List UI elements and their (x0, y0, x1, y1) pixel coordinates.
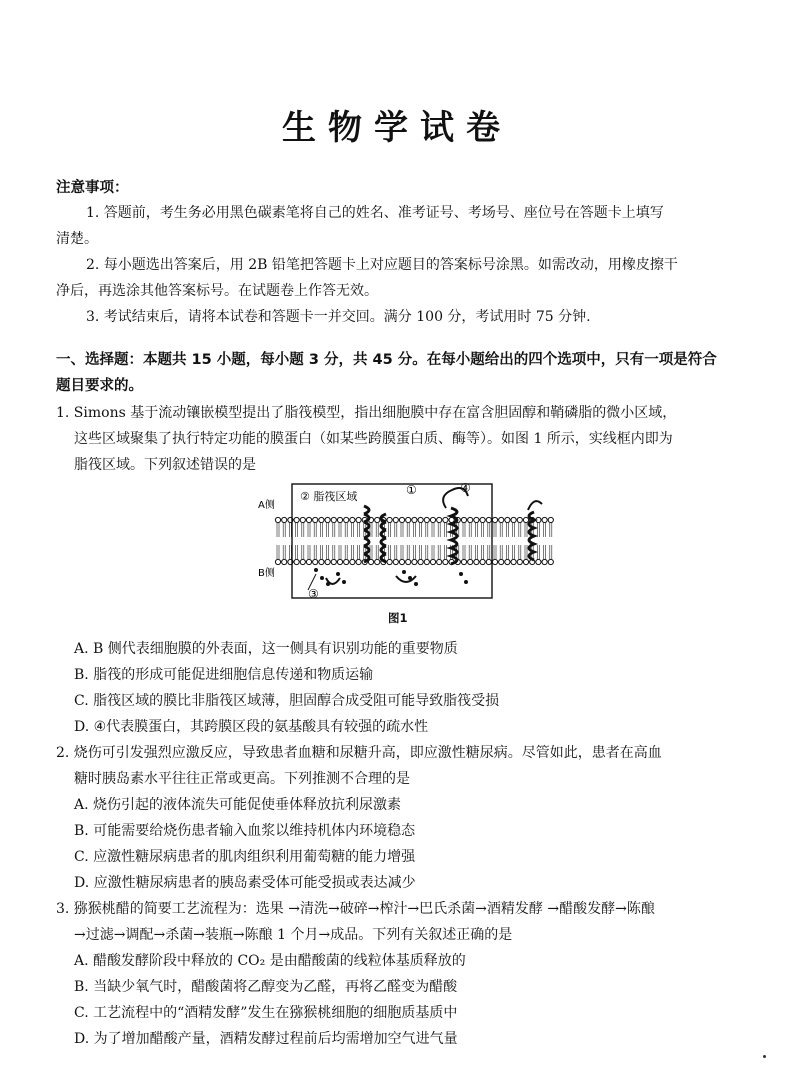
lipid-tail (494, 523, 496, 559)
lipid-tail (333, 523, 335, 559)
lipid-head (406, 517, 411, 522)
lipid-head (511, 559, 516, 564)
lipid-head (480, 517, 485, 522)
question-3-stem: →过滤→调配→杀菌→装瓶→陈酿 1 个月→成品。下列有关叙述正确的是 (74, 927, 513, 943)
lipid-head (406, 559, 411, 564)
glycan-chains (314, 568, 468, 586)
lipid-head (344, 559, 349, 564)
lipid-head (443, 517, 448, 522)
lipid-tail (395, 523, 397, 559)
section-heading-line: 题目要求的。 (56, 378, 143, 394)
option-c: C. 应激性糖尿病患者的肌肉组织利用葡萄糖的能力增强 (74, 849, 416, 865)
lipid-head (275, 559, 280, 564)
lipid-head (430, 517, 435, 522)
lipid-tail (302, 523, 304, 559)
lipid-tail (550, 523, 552, 559)
lipid-head (300, 517, 305, 522)
membrane-raft-figure (256, 478, 556, 628)
lipid-head (461, 517, 466, 522)
lipid-tail (506, 523, 508, 559)
lipid-head (511, 517, 516, 522)
option-d: D. 为了增加醋酸产量，酒精发酵过程前后均需增加空气进气量 (74, 1031, 458, 1047)
option-c: C. 脂筏区域的膜比非脂筏区域薄，胆固醇合成受阻可能导致脂筏受损 (74, 693, 500, 709)
lipid-tail (327, 523, 329, 559)
lipid-head (412, 559, 417, 564)
question-2-stem: 糖时胰岛素水平往往正常或更高。下列推测不合理的是 (74, 771, 410, 787)
lipid-head (319, 559, 324, 564)
lipid-head (393, 559, 398, 564)
lipid-tail (438, 523, 440, 559)
lipid-head (282, 517, 287, 522)
lipid-head (375, 517, 380, 522)
question-1-stem: 这些区域聚集了执行特定功能的膜蛋白（如某些跨膜蛋白质、酶等）。如图 1 所示，实线框内即为 (74, 431, 673, 447)
lipid-head (393, 517, 398, 522)
lipid-head (474, 559, 479, 564)
lipid-head (505, 517, 510, 522)
lipid-head (331, 559, 336, 564)
lipid-head (480, 559, 485, 564)
lipid-head (412, 517, 417, 522)
option-b: B. 当缺少氧气时，醋酸菌将乙醇变为乙醛，再将乙醛变为醋酸 (74, 979, 458, 995)
lipid-head (418, 517, 423, 522)
lipid-head (430, 559, 435, 564)
lipid-head (294, 559, 299, 564)
lipid-head (474, 517, 479, 522)
lipid-tail (525, 523, 527, 559)
lipid-head (548, 517, 553, 522)
lipid-head (523, 517, 528, 522)
lipid-head (542, 559, 547, 564)
lipid-tail (401, 523, 403, 559)
transmembrane-protein (443, 488, 468, 564)
lipid-head (499, 559, 504, 564)
lipid-head (375, 559, 380, 564)
lipid-head (306, 559, 311, 564)
lipid-tails (277, 523, 552, 559)
lipid-tail (432, 523, 434, 559)
lipid-tail (407, 523, 409, 559)
lipid-head (468, 517, 473, 522)
notice-line: 净后，再选涂其他答案标号。在试题卷上作答无效。 (56, 283, 378, 299)
lipid-tail (420, 523, 422, 559)
lipid-head (486, 559, 491, 564)
lipid-tail (537, 523, 539, 559)
lipid-head (300, 559, 305, 564)
lipid-tail (513, 523, 515, 559)
lipid-head (350, 517, 355, 522)
lipid-tail (463, 523, 465, 559)
lipid-head (517, 517, 522, 522)
lipid-tail (376, 523, 378, 559)
lipid-head (331, 517, 336, 522)
lipid-head (505, 559, 510, 564)
lipid-head (399, 517, 404, 522)
lipid-tail (519, 523, 521, 559)
lipid-head (536, 559, 541, 564)
membrane-diagram (256, 478, 556, 628)
lipid-tail (339, 523, 341, 559)
question-1-stem: 1. Simons 基于流动镶嵌模型提出了脂筏模型，指出细胞膜中存在富含胆固醇和鞘磷脂的微小区域， (56, 405, 677, 421)
lipid-head (486, 517, 491, 522)
option-d: D. ④代表膜蛋白，其跨膜区段的氨基酸具有较强的疏水性 (74, 719, 429, 735)
lipid-tail (488, 523, 490, 559)
lipid-head (313, 559, 318, 564)
question-2-stem: 2. 烧伤可引发强烈应激反应，导致患者血糖和尿糖升高，即应激性糖尿病。尽管如此，患者在高血 (56, 745, 662, 761)
lipid-head (492, 559, 497, 564)
lipid-tail (314, 523, 316, 559)
lipid-tail (444, 523, 446, 559)
section-heading-line: 一、选择题：本题共 15 小题，每小题 3 分，共 45 分。在每小题给出的四个选项中，只有一项是符合 (56, 352, 717, 368)
lipid-head (424, 517, 429, 522)
lipid-head (344, 517, 349, 522)
question-1-stem: 脂筏区域。下列叙述错误的是 (74, 457, 256, 473)
lipid-head (350, 559, 355, 564)
lipid-head (356, 517, 361, 522)
lipid-tail (426, 523, 428, 559)
lipid-head (468, 559, 473, 564)
option-b: B. 脂筏的形成可能促进细胞信息传递和物质运输 (74, 667, 374, 683)
lipid-tail (358, 523, 360, 559)
lipid-heads-bottom (275, 559, 553, 564)
lipid-head (325, 559, 330, 564)
lipid-head (387, 559, 392, 564)
option-a: A. 醋酸发酵阶段中释放的 CO₂ 是由醋酸菌的线粒体基质释放的 (74, 953, 466, 969)
lipid-head (517, 559, 522, 564)
question-3-stem: 3. 猕猴桃醋的简要工艺流程为：选果 →清洗→破碎→榨汁→巴氏杀菌→酒精发酵 →醋酸发酵→陈酿 (56, 901, 655, 917)
transmembrane-protein (528, 501, 542, 560)
lipid-tail (544, 523, 546, 559)
lipid-tail (482, 523, 484, 559)
lipid-tail (289, 523, 291, 559)
lipid-tail (475, 523, 477, 559)
lipid-head (399, 559, 404, 564)
lipid-head (325, 517, 330, 522)
lipid-head (492, 517, 497, 522)
lipid-head (461, 559, 466, 564)
lipid-head (437, 517, 442, 522)
lipid-tail (345, 523, 347, 559)
option-a: A. B 侧代表细胞膜的外表面，这一侧具有识别功能的重要物质 (74, 641, 458, 657)
side-a-label: A侧 (258, 500, 275, 511)
notice-line: 1. 答题前，考生务必用黑色碳素笔将自己的姓名、准考证号、考场号、座位号在答题卡上填写 (86, 205, 664, 221)
option-b: B. 可能需要给烧伤患者输入血浆以维持机体内环境稳态 (74, 823, 416, 839)
section-heading (56, 347, 746, 399)
lipid-tail (283, 523, 285, 559)
transmembrane-protein (364, 506, 386, 562)
lipid-tail (277, 523, 279, 559)
lipid-tail (308, 523, 310, 559)
lipid-head (275, 517, 280, 522)
lipid-head (294, 517, 299, 522)
scan-speck (763, 1055, 766, 1058)
figure-caption: 图1 (388, 611, 408, 625)
lipid-head (548, 559, 553, 564)
lipid-head (282, 559, 287, 564)
lipid-head (337, 517, 342, 522)
option-a: A. 烧伤引起的液体流失可能促使垂体释放抗利尿激素 (74, 797, 402, 813)
lipid-head (319, 517, 324, 522)
lipid-head (418, 559, 423, 564)
lipid-head (424, 559, 429, 564)
lipid-head (387, 517, 392, 522)
page-title: 生物学试卷 (282, 108, 512, 148)
raft-region-label: ② 脂筏区域 (300, 490, 358, 503)
label-4: ④ (460, 481, 471, 495)
notice-line: 3. 考试结束后，请将本试卷和答题卡一并交回。满分 100 分，考试用时 75 分钟. (86, 309, 591, 325)
side-b-label: B侧 (258, 568, 275, 579)
option-c: C. 工艺流程中的“酒精发酵”发生在猕猴桃细胞的细胞质基质中 (74, 1005, 458, 1021)
notice-line: 2. 每小题选出答案后，用 2B 铅笔把答题卡上对应题目的答案标号涂黑。如需改动，用橡皮擦干 (86, 257, 678, 273)
label-3: ③ (308, 587, 319, 601)
lipid-head (523, 559, 528, 564)
lipid-heads-top (275, 517, 553, 522)
lipid-head (306, 517, 311, 522)
label-1: ① (406, 483, 417, 497)
lipid-head (337, 559, 342, 564)
lipid-tail (469, 523, 471, 559)
notice-line: 清楚。 (56, 231, 98, 247)
lipid-head (499, 517, 504, 522)
lipid-tail (320, 523, 322, 559)
lipid-head (356, 559, 361, 564)
lipid-tail (500, 523, 502, 559)
lipid-head (443, 559, 448, 564)
option-d: D. 应激性糖尿病患者的胰岛素受体可能受损或表达减少 (74, 875, 416, 891)
lipid-head (437, 559, 442, 564)
lipid-head (313, 517, 318, 522)
notice-heading: 注意事项： (56, 180, 129, 196)
lipid-tail (413, 523, 415, 559)
lipid-tail (351, 523, 353, 559)
lipid-tail (389, 523, 391, 559)
lipid-tail (296, 523, 298, 559)
lipid-head (542, 517, 547, 522)
